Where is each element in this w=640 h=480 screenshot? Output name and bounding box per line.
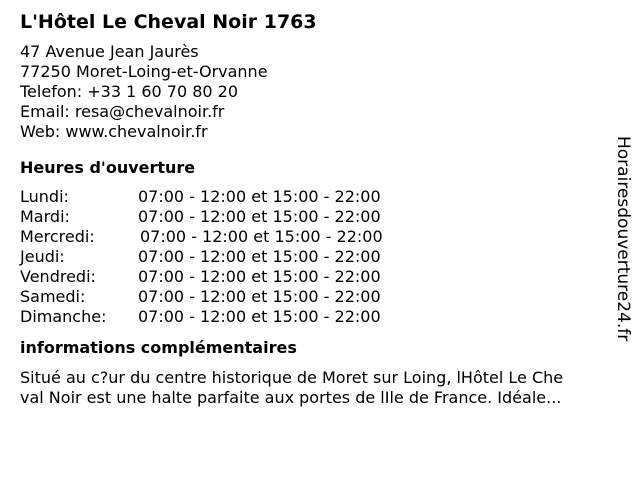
hours-heading: Heures d'ouverture [20,158,196,177]
contact-block [20,42,616,142]
hours-row-jeudi [20,247,616,267]
time-range: 07:00 - 12:00 et 15:00 - 22:00 [138,187,381,206]
address-line-2: 77250 Moret-Loing-et-Orvanne [20,62,268,81]
info-description [20,368,616,408]
day-label: Mercredi: [20,227,95,246]
business-name: L'Hôtel Le Cheval Noir 1763 [20,11,317,33]
time-range: 07:00 - 12:00 et 15:00 - 22:00 [138,287,381,306]
day-label: Jeudi: [20,247,65,266]
hours-row-mercredi [20,227,616,247]
email-line[interactable]: Email: resa@chevalnoir.fr [20,102,225,121]
hours-row-samedi [20,287,616,307]
hours-row-mardi [20,207,616,227]
day-label: Dimanche: [20,307,107,326]
hours-table [20,187,616,327]
day-label: Vendredi: [20,267,96,286]
hours-row-lundi [20,187,616,207]
day-label: Lundi: [20,187,69,206]
info-line-1: Situé au c?ur du centre historique de Moret sur Loing, lHôtel Le Che [20,368,564,387]
web-line[interactable]: Web: www.chevalnoir.fr [20,122,208,141]
business-card [20,8,616,408]
time-range: 07:00 - 12:00 et 15:00 - 22:00 [138,247,381,266]
site-watermark[interactable]: Horairesdouverture24.fr [613,136,633,342]
hours-row-dimanche [20,307,616,327]
day-label: Mardi: [20,207,70,226]
hours-row-vendredi [20,267,616,287]
time-range: 07:00 - 12:00 et 15:00 - 22:00 [138,307,381,326]
time-range: 07:00 - 12:00 et 15:00 - 22:00 [140,227,383,246]
time-range: 07:00 - 12:00 et 15:00 - 22:00 [138,207,381,226]
day-label: Samedi: [20,287,86,306]
time-range: 07:00 - 12:00 et 15:00 - 22:00 [138,267,381,286]
phone-line[interactable]: Telefon: +33 1 60 70 80 20 [20,82,239,101]
address-line-1: 47 Avenue Jean Jaurès [20,42,199,61]
info-line-2: val Noir est une halte parfaite aux portes de lIle de France. Idéale... [20,388,562,407]
info-heading: informations complémentaires [20,338,297,357]
